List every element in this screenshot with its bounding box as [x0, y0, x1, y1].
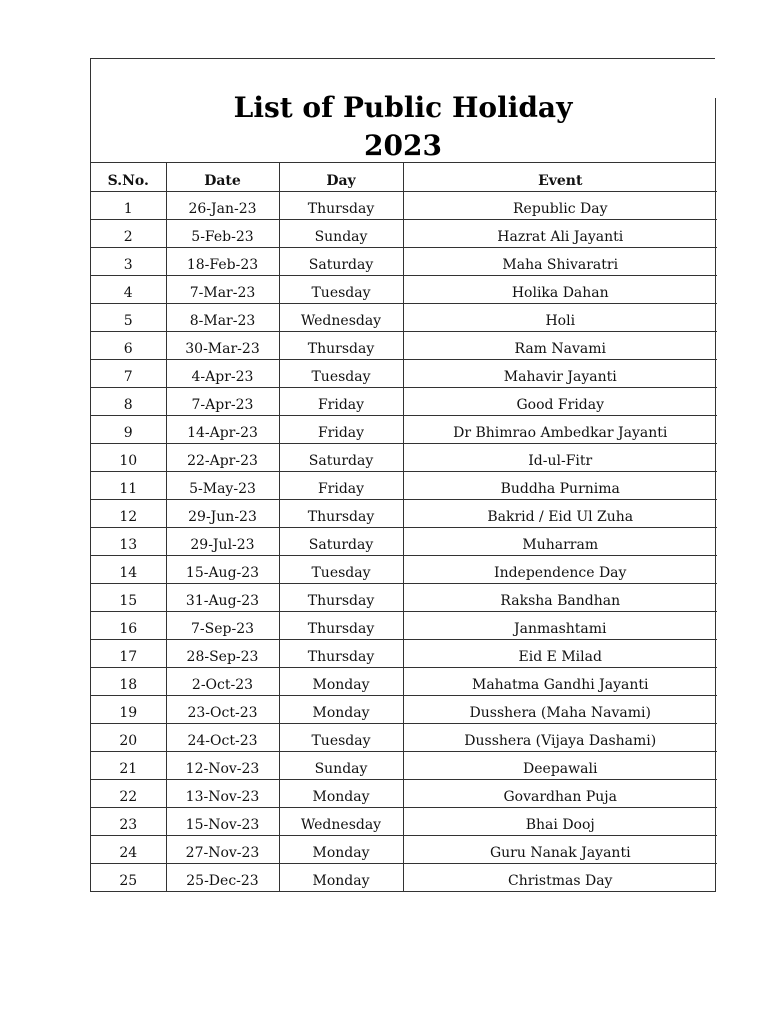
- cell-event: Dr Bhimrao Ambedkar Jayanti: [403, 415, 717, 443]
- cell-date: 5-May-23: [166, 471, 279, 499]
- cell-date: 14-Apr-23: [166, 415, 279, 443]
- cell-day: Monday: [279, 779, 403, 807]
- cell-event: Holi: [403, 303, 717, 331]
- cell-date: 27-Nov-23: [166, 835, 279, 863]
- cell-date: 4-Apr-23: [166, 359, 279, 387]
- cell-day: Tuesday: [279, 555, 403, 583]
- cell-day: Monday: [279, 695, 403, 723]
- cell-event: Bakrid / Eid Ul Zuha: [403, 499, 717, 527]
- holiday-sheet: [90, 58, 716, 892]
- cell-sno: 22: [91, 779, 166, 807]
- table-row: [91, 639, 717, 667]
- cell-date: 22-Apr-23: [166, 443, 279, 471]
- cell-event: Dusshera (Vijaya Dashami): [403, 723, 717, 751]
- cell-sno: 15: [91, 583, 166, 611]
- cell-event: Hazrat Ali Jayanti: [403, 219, 717, 247]
- cell-event: Good Friday: [403, 387, 717, 415]
- table-row: [91, 359, 717, 387]
- cell-event: Dusshera (Maha Navami): [403, 695, 717, 723]
- cell-event: Janmashtami: [403, 611, 717, 639]
- cell-sno: 25: [91, 863, 166, 891]
- cell-sno: 16: [91, 611, 166, 639]
- table-row: [91, 583, 717, 611]
- cell-sno: 19: [91, 695, 166, 723]
- cell-sno: 20: [91, 723, 166, 751]
- table-body: [91, 191, 717, 891]
- cell-day: Monday: [279, 863, 403, 891]
- cell-event: Buddha Purnima: [403, 471, 717, 499]
- cell-day: Friday: [279, 387, 403, 415]
- sheet-edge-gap: [715, 58, 716, 98]
- cell-day: Saturday: [279, 527, 403, 555]
- cell-event: Raksha Bandhan: [403, 583, 717, 611]
- cell-event: Mahavir Jayanti: [403, 359, 717, 387]
- cell-date: 7-Sep-23: [166, 611, 279, 639]
- cell-sno: 21: [91, 751, 166, 779]
- cell-date: 2-Oct-23: [166, 667, 279, 695]
- table-row: [91, 751, 717, 779]
- cell-date: 5-Feb-23: [166, 219, 279, 247]
- cell-day: Saturday: [279, 247, 403, 275]
- cell-date: 15-Aug-23: [166, 555, 279, 583]
- cell-event: Guru Nanak Jayanti: [403, 835, 717, 863]
- table-row: [91, 499, 717, 527]
- cell-sno: 17: [91, 639, 166, 667]
- cell-date: 29-Jul-23: [166, 527, 279, 555]
- table-row: [91, 275, 717, 303]
- cell-date: 29-Jun-23: [166, 499, 279, 527]
- cell-event: Id-ul-Fitr: [403, 443, 717, 471]
- cell-sno: 5: [91, 303, 166, 331]
- table-row: [91, 191, 717, 219]
- cell-sno: 12: [91, 499, 166, 527]
- cell-sno: 6: [91, 331, 166, 359]
- cell-day: Thursday: [279, 583, 403, 611]
- cell-event: Mahatma Gandhi Jayanti: [403, 667, 717, 695]
- cell-date: 7-Apr-23: [166, 387, 279, 415]
- table-row: [91, 611, 717, 639]
- cell-event: Deepawali: [403, 751, 717, 779]
- table-header: [91, 163, 717, 191]
- table-row: [91, 303, 717, 331]
- cell-event: Christmas Day: [508, 873, 613, 889]
- cell-sno: 9: [91, 415, 166, 443]
- table-row: [91, 863, 717, 891]
- cell-day: Thursday: [279, 611, 403, 639]
- cell-date: 25-Dec-23: [166, 863, 279, 891]
- cell-event: Bhai Dooj: [403, 807, 717, 835]
- cell-event: Ram Navami: [403, 331, 717, 359]
- cell-date: 12-Nov-23: [166, 751, 279, 779]
- cell-event: Muharram: [403, 527, 717, 555]
- cell-day: Sunday: [279, 219, 403, 247]
- holiday-table: [91, 163, 717, 891]
- table-row: [91, 471, 717, 499]
- cell-date: 23-Oct-23: [166, 695, 279, 723]
- header-date: Date: [166, 163, 279, 191]
- cell-sno: 4: [91, 275, 166, 303]
- cell-day: Tuesday: [279, 359, 403, 387]
- header-event: Event: [403, 163, 717, 191]
- cell-event: Maha Shivaratri: [403, 247, 717, 275]
- cell-sno: 10: [91, 443, 166, 471]
- cell-date: 31-Aug-23: [166, 583, 279, 611]
- page-year: 2023: [364, 129, 442, 162]
- cell-event: Republic Day: [403, 191, 717, 219]
- table-row: [91, 835, 717, 863]
- cell-sno: 2: [91, 219, 166, 247]
- cell-event: Independence Day: [403, 555, 717, 583]
- cell-date: 13-Nov-23: [166, 779, 279, 807]
- cell-day: Friday: [279, 415, 403, 443]
- cell-day: Wednesday: [279, 303, 403, 331]
- table-row: [91, 443, 717, 471]
- cell-date: 8-Mar-23: [166, 303, 279, 331]
- table-row: [91, 247, 717, 275]
- header-day: Day: [279, 163, 403, 191]
- cell-sno: 8: [91, 387, 166, 415]
- table-row: [91, 415, 717, 443]
- cell-day: Monday: [279, 835, 403, 863]
- cell-day: Tuesday: [279, 275, 403, 303]
- table-row: [91, 807, 717, 835]
- cell-day: Thursday: [279, 191, 403, 219]
- cell-sno: 23: [91, 807, 166, 835]
- cell-sno: 3: [91, 247, 166, 275]
- cell-event: Holika Dahan: [403, 275, 717, 303]
- header-row: [91, 163, 717, 191]
- cell-event: Eid E Milad: [403, 639, 717, 667]
- table-row: [91, 331, 717, 359]
- cell-date: 7-Mar-23: [166, 275, 279, 303]
- cell-sno: 7: [91, 359, 166, 387]
- cell-day: Monday: [279, 667, 403, 695]
- cell-day: Thursday: [279, 499, 403, 527]
- table-row: [91, 667, 717, 695]
- cell-event: Govardhan Puja: [403, 779, 717, 807]
- table-row: [91, 695, 717, 723]
- table-row: [91, 527, 717, 555]
- cell-day: Thursday: [279, 639, 403, 667]
- cell-sno: 24: [91, 835, 166, 863]
- cell-date: 28-Sep-23: [166, 639, 279, 667]
- cell-date: 30-Mar-23: [166, 331, 279, 359]
- cell-day: Wednesday: [279, 807, 403, 835]
- cell-day: Thursday: [279, 331, 403, 359]
- table-row: [91, 779, 717, 807]
- cell-date: 15-Nov-23: [166, 807, 279, 835]
- cell-date: 18-Feb-23: [166, 247, 279, 275]
- cell-day: Sunday: [279, 751, 403, 779]
- page-title: List of Public Holiday: [233, 91, 573, 124]
- table-row: [91, 555, 717, 583]
- cell-sno: 1: [91, 191, 166, 219]
- cell-sno: 13: [91, 527, 166, 555]
- header-sno: S.No.: [91, 163, 166, 191]
- table-row: [91, 219, 717, 247]
- title-block: [91, 59, 715, 163]
- table-row: [91, 723, 717, 751]
- cell-date: 26-Jan-23: [166, 191, 279, 219]
- cell-sno: 18: [91, 667, 166, 695]
- cell-day: Saturday: [279, 443, 403, 471]
- cell-sno: 14: [91, 555, 166, 583]
- cell-day: Tuesday: [279, 723, 403, 751]
- cell-day: Friday: [279, 471, 403, 499]
- cell-date: 24-Oct-23: [166, 723, 279, 751]
- table-row: [91, 387, 717, 415]
- cell-sno: 11: [91, 471, 166, 499]
